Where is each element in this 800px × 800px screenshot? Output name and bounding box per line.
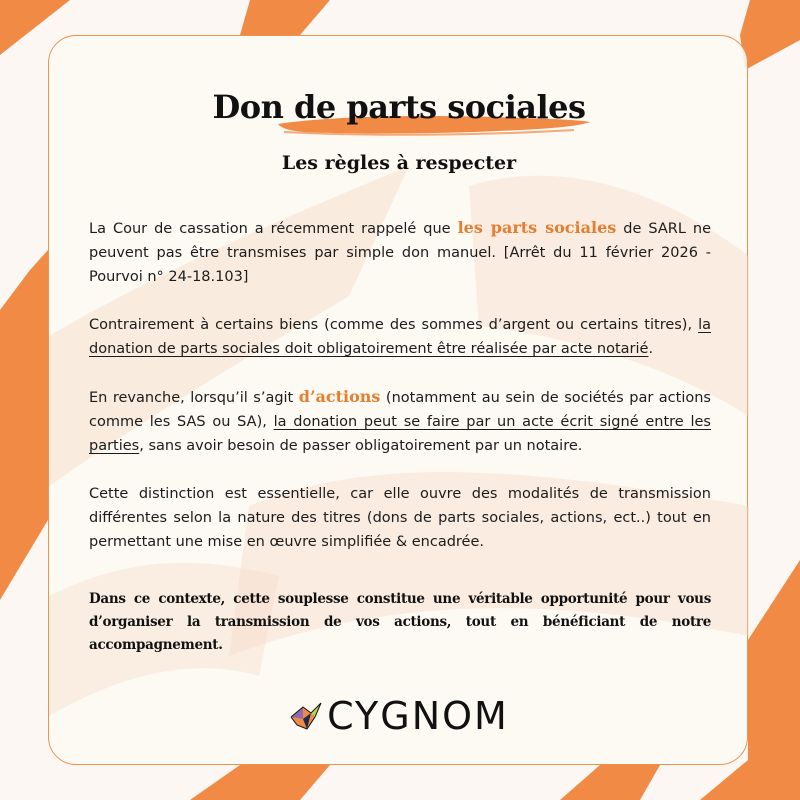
paragraph-2-text-end: .: [648, 341, 654, 357]
closing-statement: Dans ce contexte, cette souplesse constitue une véritable opportunité pour vous d’organiser la transmission de vos actions, tout en bénéficiant de notre accompagnement.: [89, 591, 711, 653]
logo-wordmark: CYGNOM: [327, 694, 509, 738]
underline-written-act: la donation peut se faire par un acte écrit signé entre les parties: [89, 414, 711, 454]
bird-icon: [289, 699, 323, 733]
highlight-actions: d’actions: [298, 387, 381, 406]
body-text: [89, 216, 711, 578]
logo: [49, 694, 749, 738]
highlight-parts-sociales: les parts sociales: [457, 218, 617, 237]
paragraph-1-text: La Cour de cassation a récemment rappelé que: [89, 221, 458, 237]
paragraph-3-text-end: , sans avoir besoin de passer obligatoirement par un notaire.: [139, 438, 583, 454]
paragraph-3-text: En revanche, lorsqu’il s’agit: [89, 390, 299, 406]
paragraph-1: [89, 216, 711, 289]
paragraph-2-text: Contrairement à certains biens (comme des sommes d’argent ou certains titres),: [89, 317, 699, 333]
page-subtitle: Les règles à respecter: [281, 152, 517, 174]
page-title: Don de parts sociales: [212, 88, 586, 126]
underline-notarial-act: la donation de parts sociales doit obligatoirement être réalisée par acte notarié: [89, 317, 711, 357]
paragraph-3-text-middle: (notamment au sein de sociétés par actions comme les SAS ou SA),: [89, 390, 711, 430]
paragraph-2: [89, 313, 711, 361]
paragraph-4: Cette distinction est essentielle, car elle ouvre des modalités de transmission différentes selon la nature des titres (dons de parts sociales, actions, ect..) tout en permettant une mise en œuvre simplifiée & encadrée.: [89, 486, 711, 550]
content-card: [48, 35, 748, 765]
paragraph-3: [89, 385, 711, 458]
paragraph-1-text-end: de SARL ne peuvent pas être transmises par simple don manuel. [Arrêt du 11 février 2026 - Pourvoi n° 24-18.103]: [89, 221, 712, 285]
